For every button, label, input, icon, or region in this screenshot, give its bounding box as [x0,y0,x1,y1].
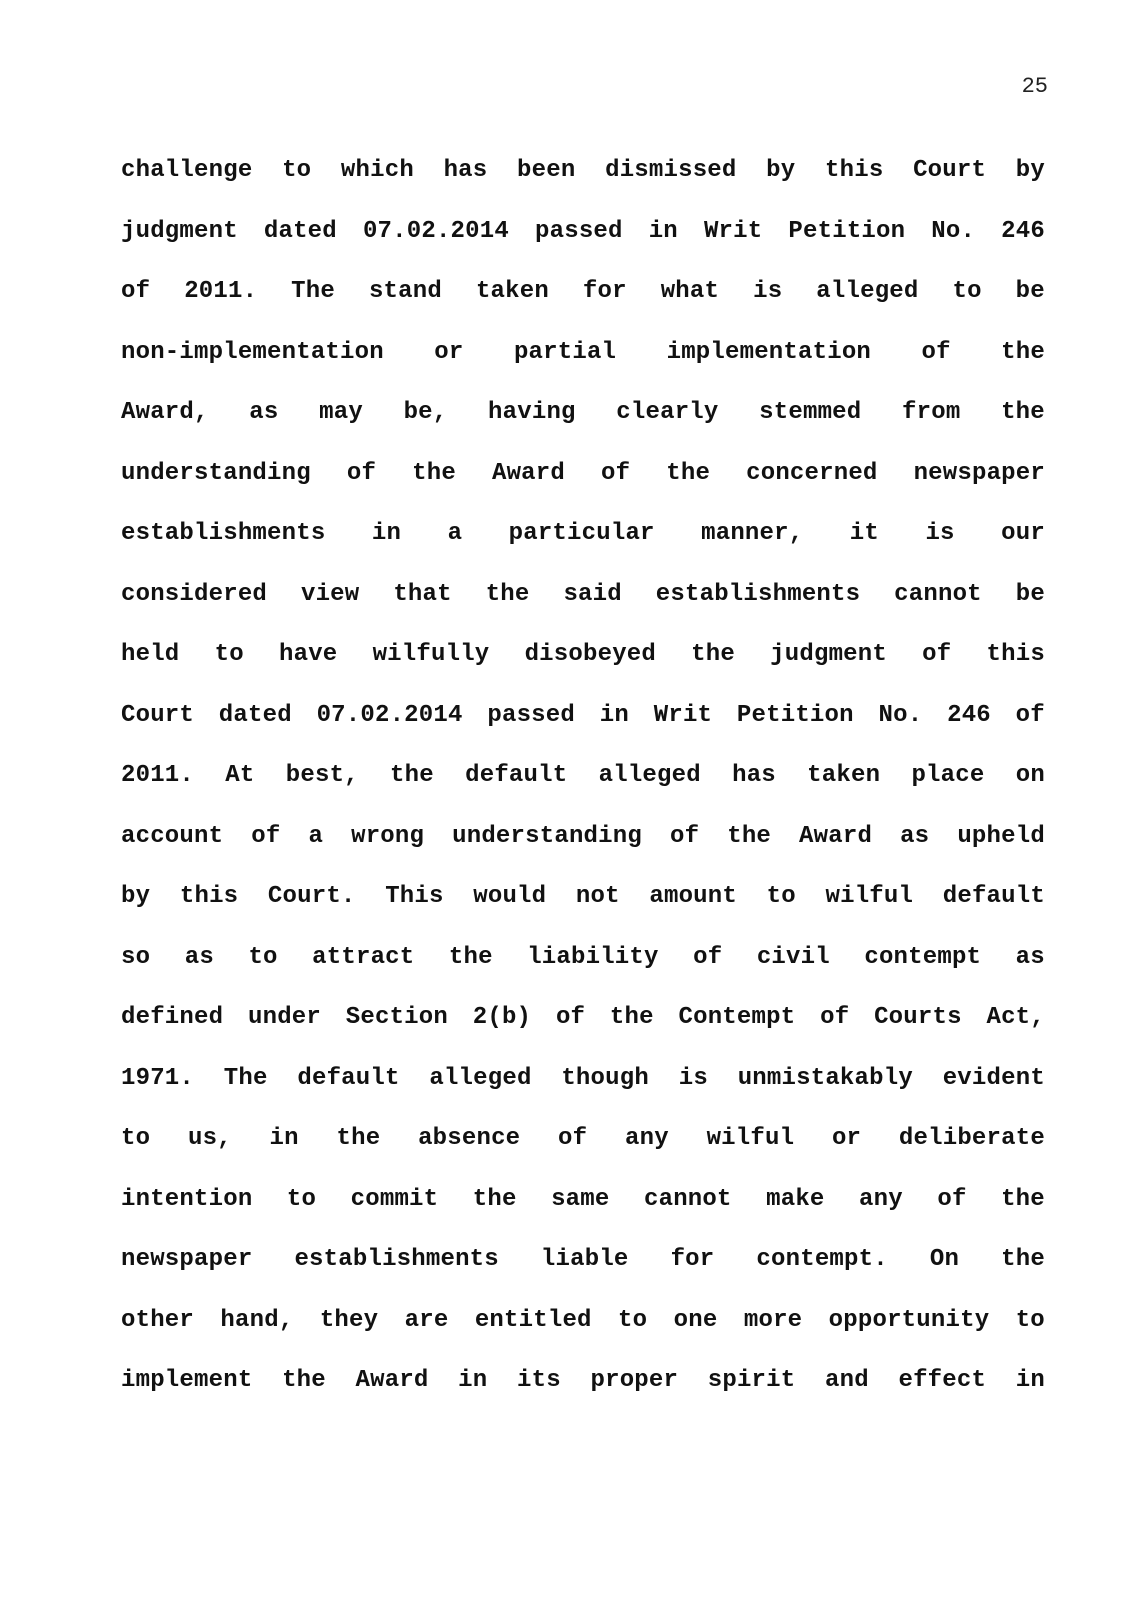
word: passed [535,217,623,245]
word: upheld [957,822,1045,850]
word: establishments [655,580,861,608]
text-line [121,323,1045,384]
word: effect [898,1367,987,1394]
word: amount [649,883,737,910]
word: is [925,520,955,547]
judgment-body-text [121,141,1045,1412]
word: to [766,883,796,910]
word: so [121,943,151,971]
word: commit [350,1185,439,1213]
word: Court [121,701,195,729]
word: of [669,822,700,850]
word: as [900,822,930,850]
word: the [691,641,735,668]
word: is [753,278,783,305]
text-line [121,807,1045,868]
word: Petition [736,701,854,729]
text-line [121,746,1045,807]
word: a [447,520,463,547]
word: the [412,459,456,487]
word: the [485,580,530,608]
word: cannot [894,580,982,608]
word: implement [121,1367,253,1394]
word: to [286,1185,317,1213]
word: newspaper [121,1246,253,1273]
word: that [393,580,452,608]
word: contempt. [756,1246,888,1273]
word: alleged [429,1064,532,1092]
text-line [121,1170,1045,1231]
word: concerned [746,459,878,487]
word: unmistakably [737,1064,913,1092]
text-line [121,383,1045,444]
word: is [678,1064,708,1092]
word: taken [475,278,549,305]
word: particular [508,520,655,547]
word: under [247,1004,321,1031]
word: the [727,822,772,850]
word: alleged [816,278,919,305]
word: on [1015,762,1045,789]
word: in [371,520,402,547]
word: our [1001,520,1045,547]
word: liability [527,943,659,971]
word: of [922,641,952,668]
word: be, [403,399,448,426]
word: Award [355,1367,429,1394]
text-line [121,565,1045,626]
word: default [297,1064,400,1092]
word: 2011. [184,278,258,305]
word: one [673,1306,718,1334]
text-line [121,1109,1045,1170]
text-line [121,202,1045,263]
word: absence [418,1125,521,1152]
word: passed [487,701,575,729]
text-line [121,1351,1045,1412]
word: a [308,822,324,850]
word: partial [513,338,617,366]
word: entitled [474,1306,592,1334]
word: having [488,399,576,426]
word: taken [807,762,881,789]
word: been [517,157,576,184]
word: This [385,883,444,910]
word: contempt [864,943,982,971]
word: in [599,701,629,729]
word: default [942,883,1045,910]
word: spirit [707,1367,796,1394]
word: 1971. [121,1064,195,1092]
word: as [184,943,214,971]
word: its [517,1367,561,1394]
word: alleged [598,762,701,789]
word: dated [263,217,337,245]
word: of [921,338,951,366]
word: of [1015,701,1045,729]
text-line [121,1230,1045,1291]
word: hand, [220,1306,294,1334]
word: disobeyed [524,641,656,668]
word: No. [878,701,923,729]
word: to [214,641,244,668]
word: make [766,1185,825,1213]
word: wilfully [372,641,490,668]
word: the [1001,338,1045,366]
word: clearly [616,399,719,426]
word: to [121,1125,151,1152]
word: The [223,1064,268,1092]
word: judgment [770,641,887,668]
word: of [937,1185,967,1213]
word: judgment [121,217,238,245]
word: evident [942,1064,1045,1092]
word: held [121,641,180,668]
word: and [825,1367,869,1394]
word: deliberate [898,1125,1045,1152]
word: The [291,278,335,305]
word: which [340,157,414,184]
word: considered [121,580,268,608]
word: of [251,822,281,850]
word: implementation [666,338,872,366]
word: from [902,399,961,426]
word: place [911,762,985,789]
word: defined [121,1004,224,1031]
word: civil [756,943,830,971]
word: have [278,641,338,668]
word: of [693,943,723,971]
word: us, [187,1125,232,1152]
word: more [743,1306,803,1334]
word: Section [345,1004,448,1031]
word: they [319,1306,379,1334]
word: same [551,1185,610,1213]
word: Contempt [678,1004,796,1031]
word: On [929,1246,960,1273]
word: the [1001,1246,1045,1273]
word: has [443,157,488,184]
text-line [121,262,1045,323]
word: in [269,1125,299,1152]
word: to [1015,1306,1045,1334]
word: cannot [644,1185,732,1213]
word: in [1015,1367,1045,1394]
word: the [390,762,434,789]
word: At [225,762,255,789]
word: 2(b) [472,1004,532,1031]
word: wilful [706,1125,795,1152]
word: as [249,399,279,426]
word: the [1001,1185,1045,1213]
word: the [336,1125,381,1152]
word: dated [218,701,292,729]
word: by [121,883,151,910]
word: the [666,459,711,487]
word: default [465,762,568,789]
word: as [1015,943,1045,971]
word: stemmed [759,399,862,426]
word: to [282,157,312,184]
word: liable [540,1246,629,1273]
word: establishments [294,1246,499,1273]
word: of [346,459,377,487]
word: has [732,762,776,789]
word: by [766,157,796,184]
word: of [121,278,151,305]
word: though [561,1064,649,1092]
word: this [179,883,239,910]
word: not [575,883,620,910]
word: the [448,943,493,971]
page-number: 25 [1021,74,1048,99]
word: it [849,520,879,547]
word: for [670,1246,715,1273]
word: are [404,1306,449,1334]
word: for [582,278,627,305]
word: view [300,580,360,608]
word: wrong [351,822,425,850]
word: in [648,217,678,245]
word: challenge [121,157,253,184]
word: stand [368,278,442,305]
word: to [248,943,278,971]
word: Court [913,157,987,184]
word: Award, [121,399,209,426]
word: proper [590,1367,679,1394]
word: by [1015,157,1045,184]
word: Writ [703,217,763,245]
word: dismissed [605,157,737,184]
word: account [121,822,224,850]
word: Writ [653,701,713,729]
word: be [1015,580,1045,608]
word: understanding [452,822,642,850]
word: or [831,1125,862,1152]
word: non-implementation [121,338,384,366]
word: this [825,157,884,184]
word: intention [121,1185,253,1213]
text-line [121,686,1045,747]
word: of [820,1004,850,1031]
text-line [121,867,1045,928]
text-line [121,1049,1045,1110]
word: Courts [874,1004,962,1031]
word: of [601,459,631,487]
word: to [618,1306,648,1334]
word: said [563,580,622,608]
word: understanding [121,459,311,487]
word: to [952,278,982,305]
word: the [1001,399,1045,426]
text-line [121,625,1045,686]
word: wilful [825,883,914,910]
word: manner, [701,520,804,547]
word: other [121,1306,195,1334]
word: any [859,1185,903,1213]
word: Court. [267,883,356,910]
word: 07.02.2014 [362,217,509,245]
word: newspaper [913,459,1045,487]
word: the [472,1185,517,1213]
word: Petition [788,217,906,245]
text-line [121,504,1045,565]
word: the [282,1367,326,1394]
word: in [458,1367,488,1394]
word: of [555,1004,586,1031]
word: what [660,278,720,305]
word: the [609,1004,654,1031]
word: be [1015,278,1045,305]
word: 246 [1001,217,1045,245]
word: opportunity [828,1306,990,1334]
word: Award [491,459,565,487]
word: 246 [947,701,991,729]
word: 07.02.2014 [316,701,463,729]
word: attract [312,943,415,971]
text-line [121,444,1045,505]
word: Act, [986,1004,1045,1031]
text-line [121,1291,1045,1352]
word: Award [799,822,873,850]
text-line [121,988,1045,1049]
word: may [319,399,363,426]
word: of [558,1125,588,1152]
word: best, [285,762,359,789]
word: or [434,338,464,366]
word: establishments [121,520,326,547]
text-line [121,141,1045,202]
word: would [473,883,547,910]
text-line [121,928,1045,989]
word: 2011. [121,762,195,789]
word: No. [931,217,976,245]
word: any [625,1125,669,1152]
word: this [986,641,1045,668]
